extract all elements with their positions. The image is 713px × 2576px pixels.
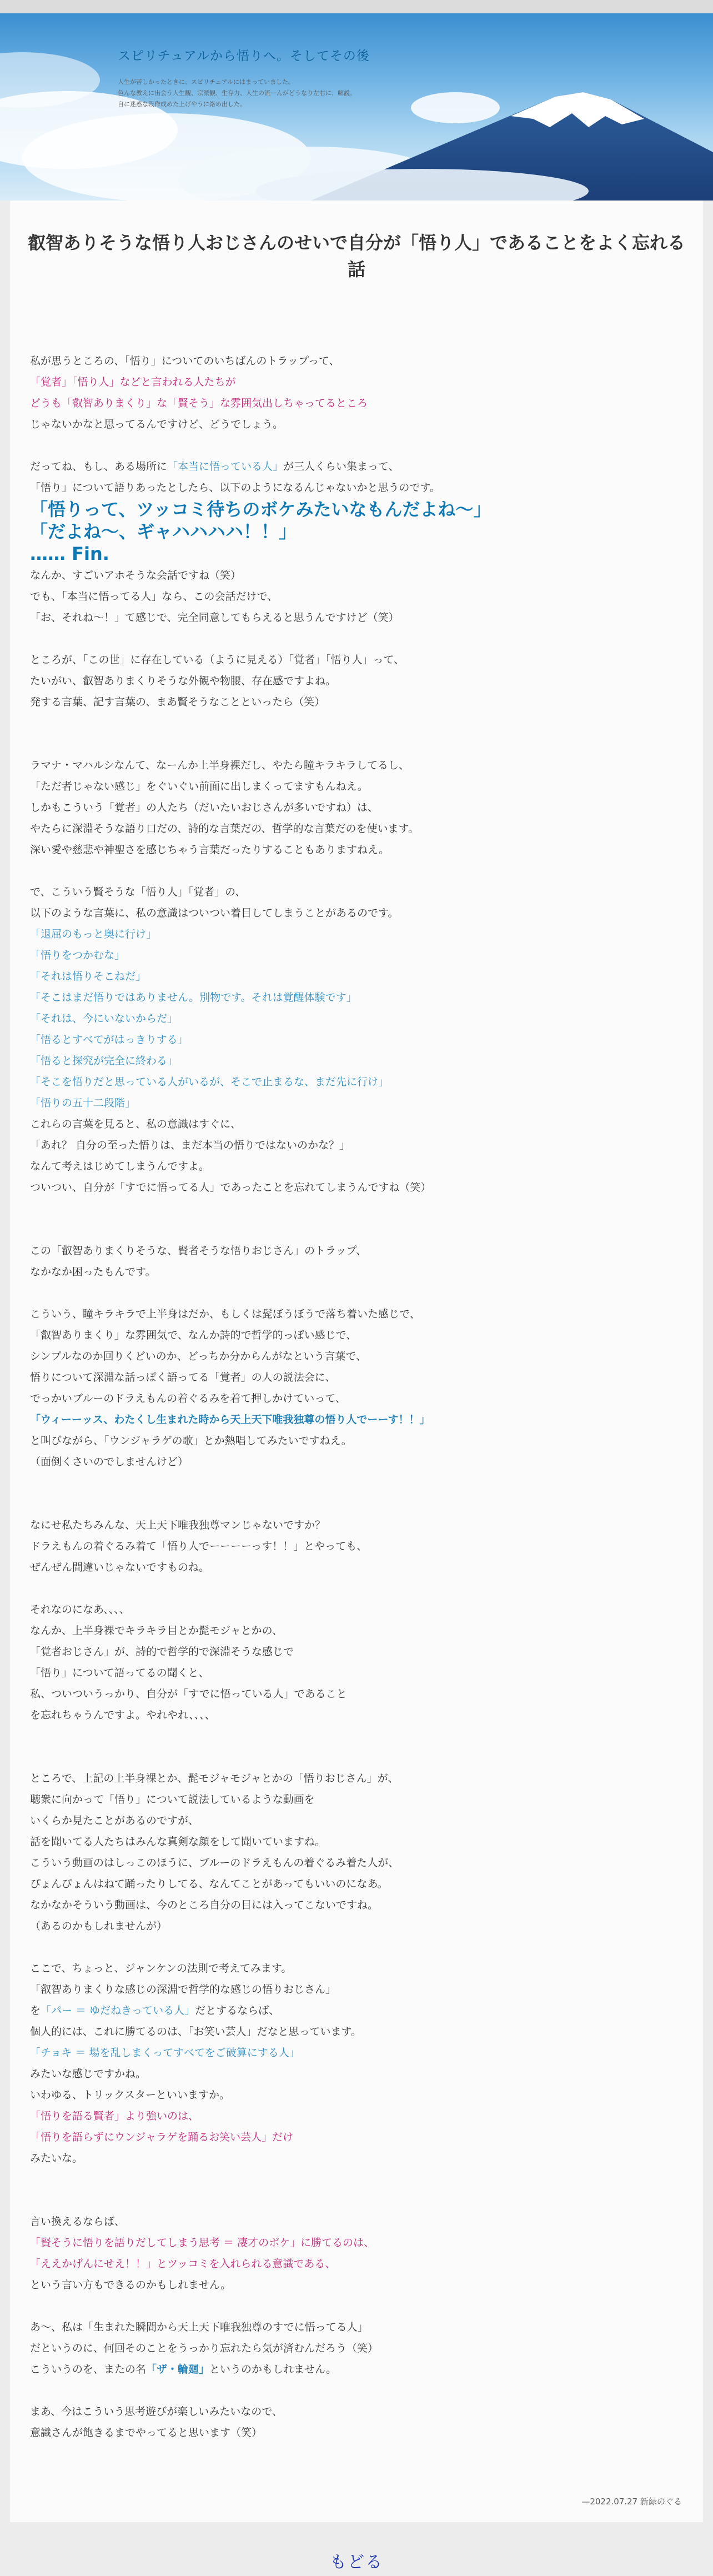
article-line xyxy=(30,586,685,607)
line-text: あ〜、私は「生まれた瞬間から天上天下唯我独尊のすでに悟ってる人」 xyxy=(30,2321,368,2333)
line-text: 「叡智ありまくり」な雰囲気で、なんか詩的で哲学的っぽい感じで、 xyxy=(30,1329,357,1341)
article-line xyxy=(30,755,685,776)
article-line xyxy=(30,393,685,414)
article-line xyxy=(30,691,685,713)
article-line xyxy=(30,839,685,860)
article-line xyxy=(30,1409,685,1430)
paragraph-gap xyxy=(30,713,685,755)
article-line xyxy=(30,1114,685,1135)
line-text: 「ただ者じゃない感じ」をぐいぐい前面に出しまくってますもんねえ。 xyxy=(30,780,368,793)
article-line xyxy=(30,2253,685,2274)
line-text: 悟りについて深淵な話っぽく語ってる「覚者」の人の説法会に、 xyxy=(30,1371,336,1384)
article-line xyxy=(30,2338,685,2359)
article-line xyxy=(30,2063,685,2084)
line-text: 「それは、今にいないからだ」 xyxy=(30,1013,178,1025)
article-line xyxy=(30,945,685,966)
article-line xyxy=(30,1261,685,1282)
article-line xyxy=(30,2359,685,2380)
line-text: 「悟ると探究が完全に終わる」 xyxy=(30,1055,178,1067)
site-header xyxy=(0,13,713,201)
article-line xyxy=(30,1958,685,1979)
article-line xyxy=(30,414,685,435)
article-line xyxy=(30,1620,685,1641)
article-line xyxy=(30,1536,685,1557)
paragraph-gap xyxy=(30,2169,685,2211)
article-line xyxy=(30,543,685,565)
article-line xyxy=(30,1599,685,1620)
line-text: ついつい、自分が「すでに悟ってる人」であったことを忘れてしまうんですね（笑） xyxy=(30,1181,431,1194)
site-description-line: 自に迷惑な段作成めた上げやうに絡め出した。 xyxy=(118,101,246,108)
article-line xyxy=(30,2106,685,2127)
post-title xyxy=(27,229,686,283)
line-text: 「覚者」「悟り人」などと言われる人たちが xyxy=(30,376,236,388)
article-line xyxy=(30,1873,685,1895)
article-line xyxy=(30,987,685,1008)
article-line xyxy=(30,1177,685,1198)
line-text: 言い換えるならば、 xyxy=(30,2216,125,2228)
line-text: みたいな。 xyxy=(30,2152,83,2164)
line-text: 「そこはまだ悟りではありません。別物です。それは覚醒体験です」 xyxy=(30,991,357,1004)
line-text: 深い愛や慈悲や神聖さを感じちゃう言葉だったりすることもありますねえ。 xyxy=(30,844,390,856)
line-text: が三人くらい集まって、 xyxy=(283,460,399,473)
line-text: でも、「本当に悟ってる人」なら、この会話だけで、 xyxy=(30,590,278,603)
line-text: なかなか困ったもんです。 xyxy=(30,1266,156,1278)
line-text: ここで、ちょっと、ジャンケンの法則で考えてみます。 xyxy=(30,1962,292,1974)
line-text: これらの言葉を見ると、私の意識はすぐに、 xyxy=(30,1118,242,1130)
line-text: 「あれ？ 自分の至った悟りは、まだ本当の悟りではないのかな？」 xyxy=(30,1139,350,1151)
line-text: と叫びながら、「ウンジャラゲの歌」とか熱唱してみたいですねえ。 xyxy=(30,1435,352,1447)
line-text: 「悟りを語らずにウンジャラゲを踊るお笑い芸人」だけ xyxy=(30,2131,294,2143)
article-line xyxy=(30,1662,685,1683)
highlight-text: 「パー ＝ ゆだねきっている人」 xyxy=(41,2004,195,2017)
article-card xyxy=(10,201,703,2522)
line-text: 以下のような言葉に、私の意識はついつい着目してしまうことがあるのです。 xyxy=(30,907,399,919)
line-text: 発する言葉、記す言葉の、まあ賢そうなことといったら（笑） xyxy=(30,696,325,708)
line-text: を xyxy=(30,2004,41,2017)
line-text: 「チョキ ＝ 場を乱しまくってすべてをご破算にする人」 xyxy=(30,2047,300,2059)
line-text: 「ウィーーッス、わたくし生まれた時から天上天下唯我独尊の悟り人でーーす！！」 xyxy=(30,1414,430,1426)
line-text: なにせ私たちみんな、天上天下唯我独尊マンじゃないですか？ xyxy=(30,1519,326,1531)
line-text: で、こういう賢そうな「悟り人」「覚者」の、 xyxy=(30,886,246,898)
line-text: 「叡智ありまくりな感じの深淵で哲学的な感じの悟りおじさん」 xyxy=(30,1983,337,1996)
line-text: 「悟るとすべてがはっきりする」 xyxy=(30,1034,188,1046)
post-signature: —2022.07.27 新緑のぐる xyxy=(581,2497,682,2507)
site-description-line: 色んな教えに出会う人生観、宗派観、生存力、人生の流ーんがどうなり左右に、解説。 xyxy=(118,89,356,97)
article-line xyxy=(30,1641,685,1662)
article-line xyxy=(30,670,685,691)
line-text: だってね、もし、ある場所に xyxy=(30,460,168,473)
article-line xyxy=(30,1304,685,1325)
article-line xyxy=(30,2232,685,2253)
line-text: いくらか見たことがあるのですが、 xyxy=(30,1815,199,1827)
line-text: ところで、上記の上半身裸とか、髭モジャモジャとかの「悟りおじさん」が、 xyxy=(30,1772,399,1785)
article-line xyxy=(30,2127,685,2148)
line-text: 「だよね〜、ギャハハハハ！！」 xyxy=(30,521,297,542)
article-line xyxy=(30,372,685,393)
line-text: こういう動画のはしっこのほうに、ブルーのドラえもんの着ぐるみ着た人が、 xyxy=(30,1857,399,1869)
article-line xyxy=(30,903,685,924)
site-description xyxy=(118,77,406,110)
article-line xyxy=(30,1430,685,1451)
line-text: なんか、すごいアホそうな会話ですね（笑） xyxy=(30,569,242,582)
line-text: だというのに、何回そのことをうっかり忘れたら気が済むんだろう（笑） xyxy=(30,2342,379,2354)
line-text: 聴衆に向かって「悟り」について説法しているような動画を xyxy=(30,1793,315,1806)
line-text: なんか、上半身裸でキラキラ目とか髭モジャとかの、 xyxy=(30,1625,283,1637)
article-line xyxy=(30,350,685,372)
highlight-text: 「ザ・輪廻」 xyxy=(146,2363,210,2375)
line-text: ドラえもんの着ぐるみ着て「悟り人でーーーーっす！！」とやっても、 xyxy=(30,1540,368,1552)
article-line xyxy=(30,1810,685,1831)
line-text: （面倒くさいのでしませんけど） xyxy=(30,1456,189,1468)
line-text: というのかもしれません。 xyxy=(209,2363,337,2375)
line-text: やたらに深淵そうな語り口だの、詩的な言葉だの、哲学的な言葉だのを使います。 xyxy=(30,823,419,835)
post-title-line: 話 xyxy=(347,259,365,280)
line-text: こういう、瞳キラキラで上半身はだか、もしくは髭ぼうぼうで落ち着いた感じで、 xyxy=(30,1308,420,1320)
line-text: シンプルなのか回りくどいのか、どっちか分からんがなという言葉で、 xyxy=(30,1350,367,1362)
line-text: しかもこういう「覚者」の人たち（だいたいおじさんが多いですね）は、 xyxy=(30,801,379,814)
article-line xyxy=(30,966,685,987)
line-text: なんて考えはじめてしまうんですよ。 xyxy=(30,1160,210,1172)
paragraph-gap xyxy=(30,1726,685,1768)
article-line xyxy=(30,1451,685,1472)
article-line xyxy=(30,1156,685,1177)
article-line xyxy=(30,1895,685,1916)
site-description-line: 人生が苦しかったときに、スピリチュアルにはまっていました。 xyxy=(118,78,295,86)
line-text: 私、ついついうっかり、自分が「すでに悟っている人」であること xyxy=(30,1688,347,1700)
line-text: いわゆる、トリックスターといいますか。 xyxy=(30,2089,230,2101)
article-line xyxy=(30,2148,685,2169)
article-line xyxy=(30,1346,685,1367)
article-line xyxy=(30,2401,685,2422)
article-line xyxy=(30,456,685,477)
line-text: 意識さんが飽きるまでやってると思います（笑） xyxy=(30,2427,263,2439)
article-line xyxy=(30,881,685,903)
post-body xyxy=(30,350,685,2443)
line-text: それなのになあ、、、、 xyxy=(30,1603,130,1616)
article-line xyxy=(30,1557,685,1578)
line-text: を忘れちゃうんですよ。やれやれ、、、、 xyxy=(30,1709,215,1721)
line-text: だとするならば、 xyxy=(195,2004,280,2017)
article-line xyxy=(30,498,685,520)
article-line xyxy=(30,2274,685,2296)
paragraph-gap xyxy=(30,2380,685,2401)
line-text: （あるのかもしれませんが） xyxy=(30,1920,168,1932)
article-line xyxy=(30,1029,685,1050)
article-line xyxy=(30,2042,685,2063)
article-line xyxy=(30,1705,685,1726)
article-line xyxy=(30,1683,685,1705)
article-line xyxy=(30,924,685,945)
article-line xyxy=(30,565,685,586)
line-text: ラマナ・マハルシなんて、なーんか上半身裸だし、やたら瞳キラキラしてるし、 xyxy=(30,759,409,771)
browser-top-strip xyxy=(0,0,713,13)
line-text: じゃないかなと思ってるんですけど、どうでしょう。 xyxy=(30,418,284,430)
article-line xyxy=(30,1831,685,1852)
article-line xyxy=(30,2422,685,2443)
post-title-line: 叡智ありそうな悟り人おじさんのせいで自分が「悟り人」であることをよく忘れる xyxy=(27,232,685,253)
article-line xyxy=(30,1240,685,1261)
line-text: 「悟りをつかむな」 xyxy=(30,949,125,961)
paragraph-gap xyxy=(30,1472,685,1515)
article-line xyxy=(30,1789,685,1810)
article-line xyxy=(30,2000,685,2021)
line-text: 「ええかげんにせえ！！」とツッコミを入れられる意識である、 xyxy=(30,2258,336,2270)
line-text: 「悟り」について語ってるの聞くと、 xyxy=(30,1667,209,1679)
article-line xyxy=(30,1515,685,1536)
line-text: たいがい、叡智ありまくりそうな外観や物腰、存在感ですよね。 xyxy=(30,675,337,687)
line-text: 「賢そうに悟りを語りだしてしまう思考 ＝ 凄才のボケ」に勝てるのは、 xyxy=(30,2237,375,2249)
article-line xyxy=(30,607,685,628)
paragraph-gap xyxy=(30,1282,685,1304)
article-line xyxy=(30,520,685,543)
article-line xyxy=(30,818,685,839)
line-text: なかなかそういう動画は、今のところ自分の目には入ってこないですね。 xyxy=(30,1899,379,1911)
article-line xyxy=(30,2021,685,2042)
paragraph-gap xyxy=(30,1198,685,1240)
paragraph-gap xyxy=(30,1937,685,1958)
line-text: まあ、今はこういう思考遊びが楽しいみたいなので、 xyxy=(30,2405,283,2418)
article-line xyxy=(30,1135,685,1156)
article-line xyxy=(30,1008,685,1029)
line-text: こういうのを、またの名 xyxy=(30,2363,147,2375)
line-text: 「悟りって、ツッコミ待ちのボケみたいなもんだよね〜」 xyxy=(30,499,491,520)
article-line xyxy=(30,1367,685,1388)
article-line xyxy=(30,1768,685,1789)
line-text: 「悟りを語る賢者」より強いのは、 xyxy=(30,2110,199,2122)
highlight-text: 「本当に悟っている人」 xyxy=(167,460,284,473)
paragraph-gap xyxy=(30,628,685,649)
article-line xyxy=(30,1050,685,1071)
article-line xyxy=(30,776,685,797)
line-text: …… Fin. xyxy=(30,543,109,564)
article-line xyxy=(30,1092,685,1114)
paragraph-gap xyxy=(30,2296,685,2317)
line-text: ぴょんぴょんはねて踊ったりしてる、なんてことがあってもいいのになあ。 xyxy=(30,1878,388,1890)
line-text: 「それは悟りそこねだ」 xyxy=(30,970,147,983)
line-text: 個人的には、これに勝てるのは、「お笑い芸人」だなと思っています。 xyxy=(30,2026,361,2038)
line-text: 「そこを悟りだと思っている人がいるが、そこで止まるな、まだ先に行け」 xyxy=(30,1076,389,1088)
line-text: 「悟り」について語りあったとしたら、以下のようになるんじゃないかと思うのです。 xyxy=(30,482,440,494)
paragraph-gap xyxy=(30,860,685,881)
paragraph-gap xyxy=(30,1578,685,1599)
line-text: ぜんぜん間違いじゃないですものね。 xyxy=(30,1561,210,1573)
article-line xyxy=(30,797,685,818)
line-text: ところが、「この世」に存在している（ように見える）「覚者」「悟り人」って、 xyxy=(30,654,405,666)
article-line xyxy=(30,1852,685,1873)
article-line xyxy=(30,1916,685,1937)
line-text: 「悟りの五十二段階」 xyxy=(30,1097,136,1109)
article-line xyxy=(30,1325,685,1346)
line-text: 「退屈のもっと奥に行け」 xyxy=(30,928,157,940)
line-text: どうも「叡智ありまくり」な「賢そう」な雰囲気出しちゃってるところ xyxy=(30,397,368,409)
article-line xyxy=(30,2084,685,2106)
article-line xyxy=(30,2317,685,2338)
article-line xyxy=(30,1071,685,1092)
article-line xyxy=(30,649,685,670)
line-text: 話を聞いてる人たちはみんな真剣な顔をして聞いていますね。 xyxy=(30,1836,326,1848)
article-line xyxy=(30,1388,685,1409)
line-text: みたいな感じですかね。 xyxy=(30,2068,147,2080)
line-text: この「叡智ありまくりそうな、賢者そうな悟りおじさん」のトラップ、 xyxy=(30,1245,367,1257)
article-line xyxy=(30,2211,685,2232)
article-line xyxy=(30,1979,685,2000)
site-title[interactable]: スピリチュアルから悟りへ。そしてその後 xyxy=(118,49,370,63)
line-text: という言い方もできるのかもしれません。 xyxy=(30,2279,232,2291)
paragraph-gap xyxy=(30,435,685,456)
line-text: でっかいブルーのドラえもんの着ぐるみを着て押しかけていって、 xyxy=(30,1392,346,1405)
line-text: 私が思うところの、「悟り」についてのいちばんのトラップって、 xyxy=(30,355,340,367)
line-text: 「お、それね〜！」て感じで、完全同意してもらえると思うんですけど（笑） xyxy=(30,612,399,624)
line-text: 「覚者おじさん」が、詩的で哲学的で深淵そうな感じで xyxy=(30,1646,294,1658)
article-line xyxy=(30,477,685,498)
back-link[interactable]: もどる xyxy=(330,2553,383,2572)
